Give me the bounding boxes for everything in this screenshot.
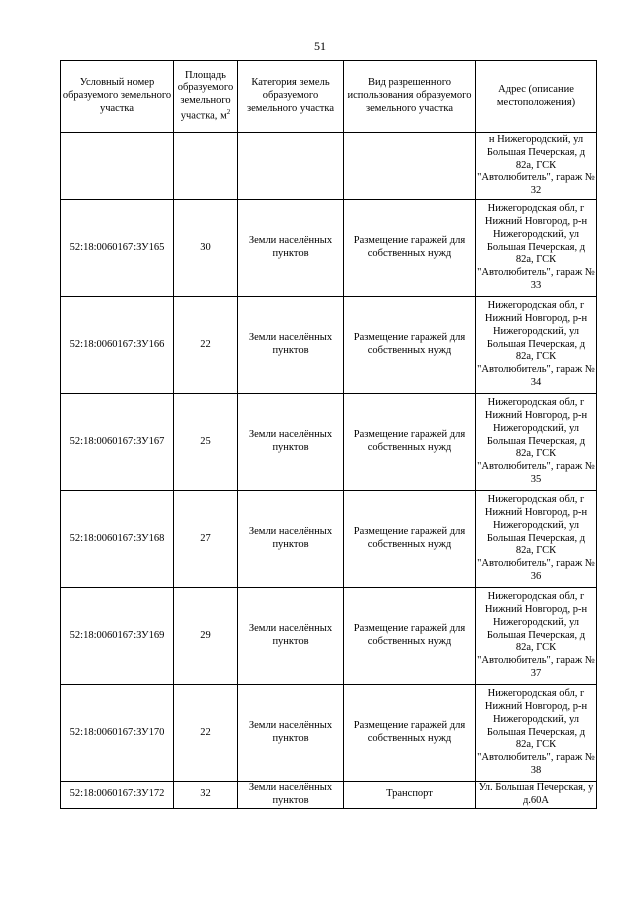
- header-cadastral: Условный номер образуемого земельного участка: [61, 61, 174, 133]
- area-cell: 29: [174, 588, 238, 685]
- header-area-label: Площадь образуемого земельного участка,: [177, 69, 234, 122]
- page-number: 51: [314, 39, 326, 53]
- area-cell: 25: [174, 394, 238, 491]
- address-cell: Нижегородская обл, г Нижний Новгород, р-н Нижегородский, ул Большая Печерская, д 82а, ГСК "Автолюбитель", гараж № 37: [476, 588, 597, 685]
- header-area-unit: м: [220, 110, 227, 122]
- area-cell: 32: [174, 782, 238, 809]
- cadastral-cell: 52:18:0060167:ЗУ172: [61, 782, 174, 809]
- use-cell: Размещение гаражей для собственных нужд: [344, 394, 476, 491]
- use-cell: Размещение гаражей для собственных нужд: [344, 588, 476, 685]
- category-cell: Земли населённых пунктов: [238, 200, 344, 297]
- table-row: [61, 782, 597, 809]
- table-row: [61, 685, 597, 782]
- table-row: [61, 200, 597, 297]
- area-cell: 27: [174, 491, 238, 588]
- cadastral-cell: 52:18:0060167:ЗУ166: [61, 297, 174, 394]
- use-cell: Транспорт: [344, 782, 476, 809]
- use-cell: Размещение гаражей для собственных нужд: [344, 491, 476, 588]
- area-cell: 22: [174, 297, 238, 394]
- cadastral-cell: 52:18:0060167:ЗУ169: [61, 588, 174, 685]
- address-cell: Нижегородская обл, г Нижний Новгород, р-н Нижегородский, ул Большая Печерская, д 82а, ГСК "Автолюбитель", гараж № 33: [476, 200, 597, 297]
- land-plots-table: [60, 60, 597, 809]
- category-cell: Земли населённых пунктов: [238, 491, 344, 588]
- area-cell: [174, 133, 238, 200]
- cadastral-cell: 52:18:0060167:ЗУ168: [61, 491, 174, 588]
- use-cell: [344, 133, 476, 200]
- cadastral-cell: 52:18:0060167:ЗУ167: [61, 394, 174, 491]
- area-cell: 30: [174, 200, 238, 297]
- category-cell: Земли населённых пунктов: [238, 685, 344, 782]
- use-cell: Размещение гаражей для собственных нужд: [344, 685, 476, 782]
- category-cell: Земли населённых пунктов: [238, 394, 344, 491]
- address-cell: Нижегородская обл, г Нижний Новгород, р-н Нижегородский, ул Большая Печерская, д 82а, ГСК "Автолюбитель", гараж № 38: [476, 685, 597, 782]
- cadastral-cell: 52:18:0060167:ЗУ165: [61, 200, 174, 297]
- use-cell: Размещение гаражей для собственных нужд: [344, 297, 476, 394]
- address-cell: Нижегородская обл, г Нижний Новгород, р-н Нижегородский, ул Большая Печерская, д 82а, ГСК "Автолюбитель", гараж № 35: [476, 394, 597, 491]
- category-cell: Земли населённых пунктов: [238, 782, 344, 809]
- table-row: [61, 297, 597, 394]
- category-cell: Земли населённых пунктов: [238, 588, 344, 685]
- cadastral-cell: [61, 133, 174, 200]
- header-area-unit-exponent: 2: [226, 108, 231, 117]
- cadastral-cell: 52:18:0060167:ЗУ170: [61, 685, 174, 782]
- use-cell: Размещение гаражей для собственных нужд: [344, 200, 476, 297]
- header-category: Категория земель образуемого земельного участка: [238, 61, 344, 133]
- category-cell: Земли населённых пунктов: [238, 297, 344, 394]
- table-row: [61, 394, 597, 491]
- category-cell: [238, 133, 344, 200]
- table-row: [61, 491, 597, 588]
- address-cell: Ул. Большая Печерская, у д.60А: [476, 782, 597, 809]
- header-use: Вид разрешенного использования образуемого земельного участка: [344, 61, 476, 133]
- address-cell: Нижегородская обл, г Нижний Новгород, р-н Нижегородский, ул Большая Печерская, д 82а, ГСК "Автолюбитель", гараж № 34: [476, 297, 597, 394]
- header-area: [174, 61, 238, 133]
- address-cell: н Нижегородский, ул Большая Печерская, д 82а, ГСК "Автолюбитель", гараж № 32: [476, 133, 597, 200]
- header-address: Адрес (описание местоположения): [476, 61, 597, 133]
- address-cell: Нижегородская обл, г Нижний Новгород, р-н Нижегородский, ул Большая Печерская, д 82а, ГСК "Автолюбитель", гараж № 36: [476, 491, 597, 588]
- table-header-row: [61, 61, 597, 133]
- table-row: [61, 133, 597, 200]
- table-row: [61, 588, 597, 685]
- area-cell: 22: [174, 685, 238, 782]
